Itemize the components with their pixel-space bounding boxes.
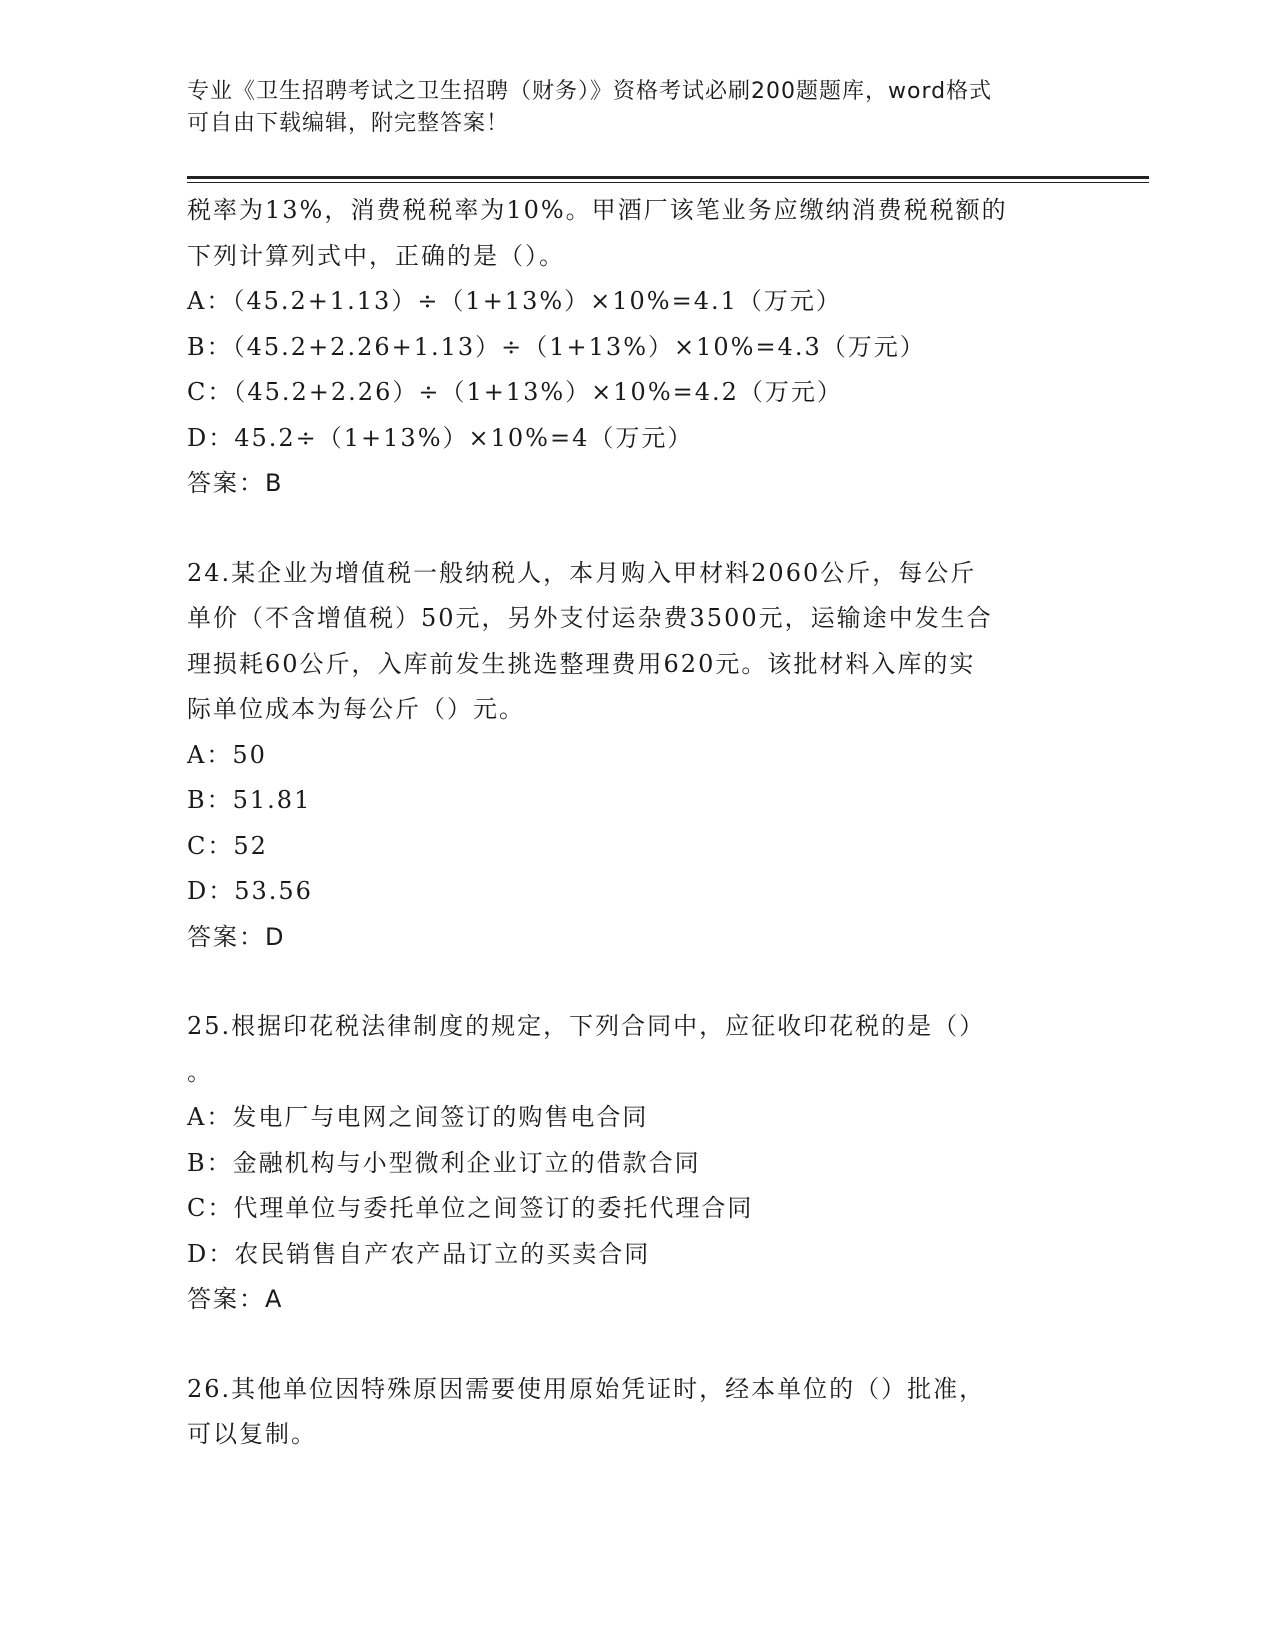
option-c: C：52 [187,831,268,860]
question-spacer [187,960,1087,1004]
option-c: C：（45.2+2.26）÷（1+13%）×10%=4.2（万元） [187,378,843,406]
question-stem-line: 下列计算列式中，正确的是（）。 [187,241,565,270]
question-26 [187,1367,1087,1458]
option-d: D：农民销售自产农产品订立的买卖合同 [187,1239,651,1268]
page-header [187,76,1067,140]
answer-label: 答案：B [187,469,284,497]
option-a: A：50 [187,740,267,769]
question-stem-line: 。 [187,1057,213,1086]
question-stem-line: 税率为13%，消费税税率为10%。甲酒厂该笔业务应缴纳消费税税额的 [187,196,1008,224]
question-stem-line: 际单位成本为每公斤（）元。 [187,695,525,723]
answer-label: 答案：A [187,1285,284,1313]
option-d: D：53.56 [187,877,313,905]
question-23 [187,188,1087,507]
question-spacer [187,1323,1087,1367]
option-b: B：金融机构与小型微利企业订立的借款合同 [187,1148,701,1177]
question-25 [187,1004,1087,1323]
question-stem-line: 26.其他单位因特殊原因需要使用原始凭证时，经本单位的（）批准， [187,1374,986,1403]
header-divider-thick [187,176,1149,179]
question-stem-line: 可以复制。 [187,1420,317,1448]
question-24 [187,551,1087,961]
question-spacer [187,507,1087,551]
header-divider-thin [187,182,1149,183]
option-c: C：代理单位与委托单位之间签订的委托代理合同 [187,1194,754,1222]
option-d: D：45.2÷（1+13%）×10%=4（万元） [187,423,694,452]
question-stem-line: 25.根据印花税法律制度的规定，下列合同中，应征收印花税的是（） [187,1012,986,1040]
header-title-line-1: 专业《卫生招聘考试之卫生招聘（财务）》资格考试必刷200题题库，word格式 [187,79,993,104]
option-b: B：51.81 [187,786,312,814]
header-title-line-2: 可自由下载编辑，附完整答案！ [187,111,510,136]
answer-label: 答案：D [187,922,286,951]
question-stem-line: 理损耗60公斤，入库前发生挑选整理费用620元。该批材料入库的实 [187,649,976,678]
question-list [187,188,1087,1458]
question-stem-line: 24.某企业为增值税一般纳税人，本月购入甲材料2060公斤，每公斤 [187,558,977,587]
option-a: A：发电厂与电网之间签订的购售电合同 [187,1103,649,1131]
option-a: A：（45.2+1.13）÷（1+13%）×10%=4.1（万元） [187,287,842,315]
question-stem-line: 单价（不含增值税）50元，另外支付运杂费3500元，运输途中发生合 [187,604,993,632]
option-b: B：（45.2+2.26+1.13）÷（1+13%）×10%=4.3（万元） [187,332,926,361]
